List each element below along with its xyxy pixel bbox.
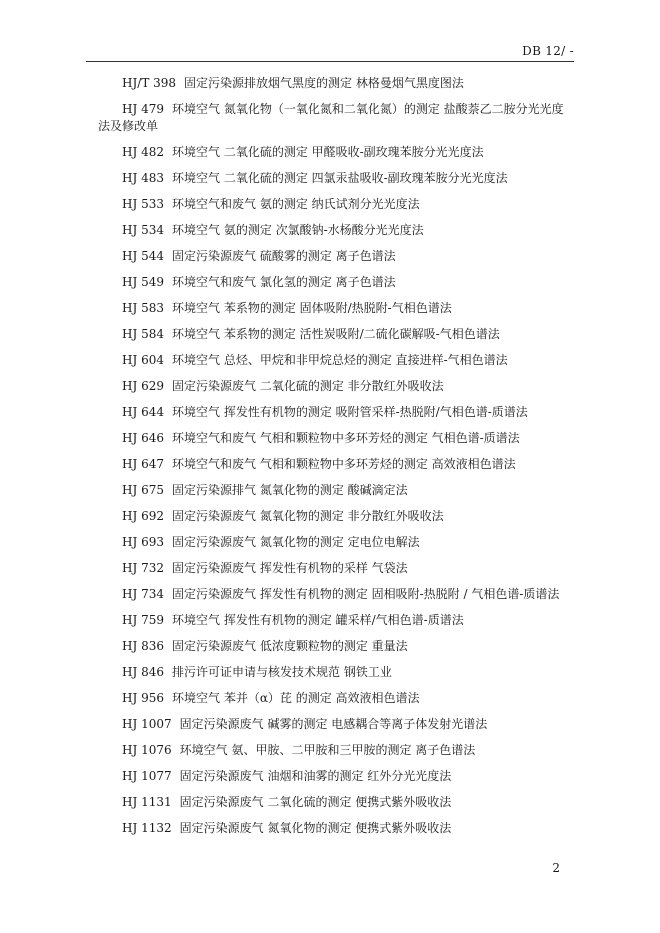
standard-code: HJ 549 [122,275,164,289]
standard-entry [98,586,574,603]
standard-code: HJ 644 [122,405,164,419]
standard-title: 固定污染源废气 油烟和油雾的测定 红外分光光度法 [179,769,452,783]
standard-code: HJ 734 [122,587,164,601]
standard-entry [98,716,574,733]
standard-title: 环境空气 二氧化硫的测定 四氯汞盐吸收-副玫瑰苯胺分光光度法 [172,171,508,185]
standard-title: 固定污染源废气 氮氧化物的测定 非分散红外吸收法 [172,509,444,523]
standard-title: 环境空气 氮氧化物（一氧化氮和二氧化氮）的测定 盐酸萘乙二胺分光光度法及修改单 [98,102,564,133]
standard-entry [98,794,574,811]
standard-code: HJ/T 398 [122,76,177,90]
header-rule [86,61,574,62]
document-code-header: DB 12/ - [522,44,574,58]
standard-title: 固定污染源废气 硫酸雾的测定 离子色谱法 [172,249,396,263]
standard-code: HJ 1132 [122,821,172,835]
standard-entry [98,326,574,343]
standard-entry [98,101,574,135]
standard-entry [98,196,574,213]
standard-title: 固定污染源废气 低浓度颗粒物的测定 重量法 [172,639,408,653]
standard-title: 环境空气 氨的测定 次氯酸钠-水杨酸分光光度法 [172,223,424,237]
standard-title: 固定污染源排气 氮氧化物的测定 酸碱滴定法 [172,483,408,497]
standard-entry [98,404,574,421]
standard-entry [98,560,574,577]
standard-entry [98,352,574,369]
standard-title: 环境空气 苯系物的测定 活性炭吸附/二硫化碳解吸-气相色谱法 [172,327,500,341]
standard-code: HJ 533 [122,197,164,211]
standard-entry [98,508,574,525]
standard-code: HJ 1076 [122,743,172,757]
standard-code: HJ 483 [122,171,164,185]
standard-title: 固定污染源排放烟气黑度的测定 林格曼烟气黑度图法 [184,76,464,90]
standard-title: 固定污染源废气 碱雾的测定 电感耦合等离子体发射光谱法 [179,717,488,731]
standards-list [98,75,574,846]
standard-title: 环境空气 挥发性有机物的测定 罐采样/气相色谱-质谱法 [172,613,464,627]
standard-title: 环境空气 氨、甲胺、二甲胺和三甲胺的测定 离子色谱法 [179,743,476,757]
standard-title: 固定污染源废气 挥发性有机物的采样 气袋法 [172,561,408,575]
page-number: 2 [552,861,560,875]
standard-code: HJ 846 [122,665,164,679]
standard-title: 环境空气 苯并（α）芘 的测定 高效液相色谱法 [172,691,420,705]
standard-entry [98,664,574,681]
standard-code: HJ 604 [122,353,164,367]
standard-code: HJ 479 [122,102,164,116]
standard-entry [98,534,574,551]
standard-title: 环境空气和废气 气相和颗粒物中多环芳烃的测定 气相色谱-质谱法 [172,431,520,445]
standard-title: 环境空气和废气 气相和颗粒物中多环芳烃的测定 高效液相色谱法 [172,457,516,471]
standard-code: HJ 692 [122,509,164,523]
standard-code: HJ 482 [122,145,164,159]
standard-title: 固定污染源废气 二氧化硫的测定 非分散红外吸收法 [172,379,444,393]
standard-entry [98,768,574,785]
standard-title: 排污许可证申请与核发技术规范 钢铁工业 [172,665,392,679]
standard-code: HJ 693 [122,535,164,549]
standard-entry [98,378,574,395]
standard-title: 环境空气 二氧化硫的测定 甲醛吸收-副玫瑰苯胺分光光度法 [172,145,484,159]
standard-code: HJ 534 [122,223,164,237]
standard-entry [98,456,574,473]
standard-title: 环境空气 挥发性有机物的测定 吸附管采样-热脱附/气相色谱-质谱法 [172,405,528,419]
standard-title: 固定污染源废气 挥发性有机物的测定 固相吸附-热脱附 / 气相色谱-质谱法 [172,587,560,601]
standard-entry [98,274,574,291]
standard-code: HJ 1131 [122,795,172,809]
standard-code: HJ 956 [122,691,164,705]
standard-code: HJ 647 [122,457,164,471]
standard-entry [98,75,574,92]
standard-entry [98,482,574,499]
standard-title: 固定污染源废气 氮氧化物的测定 定电位电解法 [172,535,420,549]
standard-code: HJ 1007 [122,717,172,731]
standard-title: 固定污染源废气 二氧化硫的测定 便携式紫外吸收法 [179,795,452,809]
standard-code: HJ 759 [122,613,164,627]
standard-title: 环境空气 总烃、甲烷和非甲烷总烃的测定 直接进样-气相色谱法 [172,353,508,367]
standard-code: HJ 544 [122,249,164,263]
standard-code: HJ 583 [122,301,164,315]
standard-entry [98,170,574,187]
standard-title: 环境空气 苯系物的测定 固体吸附/热脱附-气相色谱法 [172,301,452,315]
standard-title: 环境空气和废气 氯化氢的测定 离子色谱法 [172,275,396,289]
standard-title: 固定污染源废气 氮氧化物的测定 便携式紫外吸收法 [179,821,452,835]
standard-code: HJ 675 [122,483,164,497]
standard-title: 环境空气和废气 氨的测定 纳氏试剂分光光度法 [172,197,420,211]
standard-entry [98,222,574,239]
standard-entry [98,638,574,655]
standard-code: HJ 732 [122,561,164,575]
standard-entry [98,612,574,629]
standard-code: HJ 1077 [122,769,172,783]
standard-entry [98,690,574,707]
standard-entry [98,820,574,837]
standard-entry [98,144,574,161]
standard-code: HJ 584 [122,327,164,341]
standard-entry [98,248,574,265]
standard-entry [98,742,574,759]
standard-entry [98,430,574,447]
standard-entry [98,300,574,317]
standard-code: HJ 646 [122,431,164,445]
standard-code: HJ 629 [122,379,164,393]
standard-code: HJ 836 [122,639,164,653]
